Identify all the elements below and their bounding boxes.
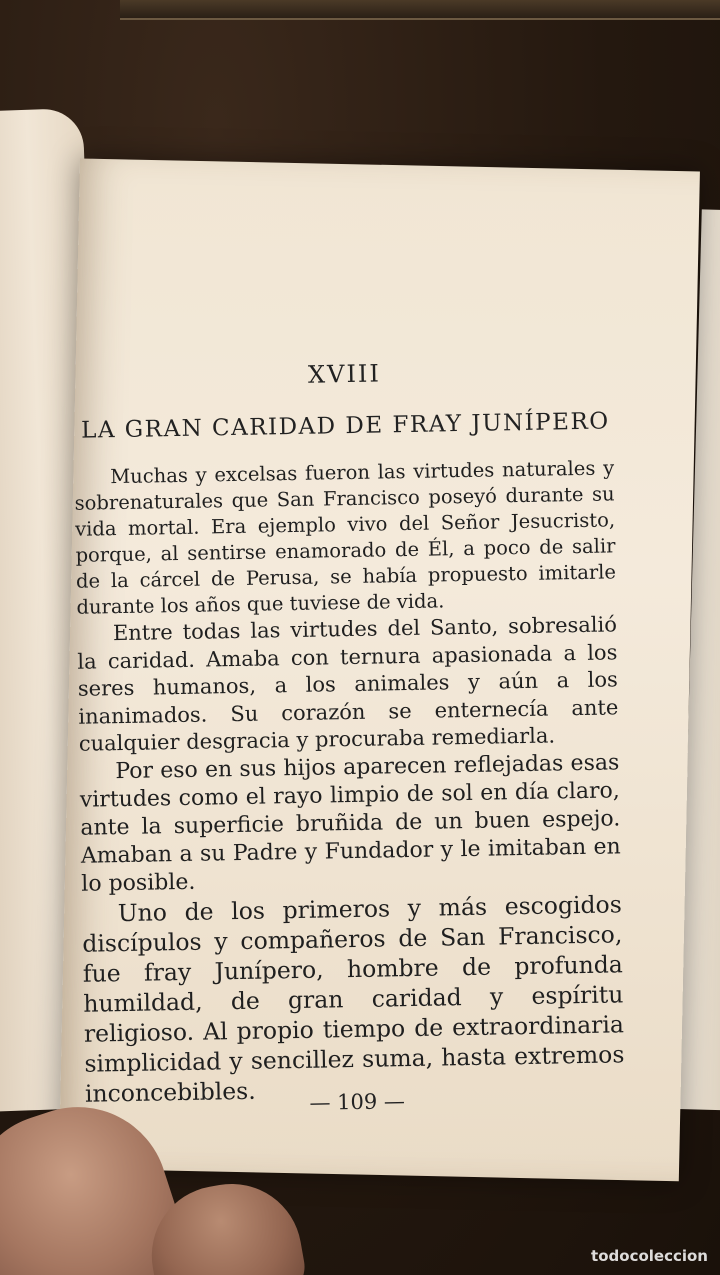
page-content [61,159,699,1180]
chapter-title: LA GRAN CARIDAD DE FRAY JUNÍPERO [80,408,610,444]
body-text [74,455,625,1108]
paragraph: Por eso en sus hijos aparecen reflejadas esas virtudes como el rayo limpio de sol en día claro, ante la superficie bruñida de un buen espejo. Amaban a su Padre y Fundador y le imitaban en lo posible. [79,749,621,897]
paragraph: Entre todas las virtudes del Santo, sobresalió la caridad. Amaba con ternura apasionada a los seres humanos, a los animales y aún a los inanimados. Su corazón se enternecía ante cualquier desgracia y procuraba remediarla. [77,612,619,756]
watermark: todocoleccion [591,1247,708,1265]
page-number: — 109 — [309,1089,406,1115]
paragraph: Uno de los primeros y más escogidos discípulos y compañeros de San Francisco, fue fray Junípero, hombre de profunda humildad, de gran caridad y espíritu religioso. Al propio tiempo de extraordinaria simplicidad y sencillez suma, hasta extremos inconcebibles. [82,889,625,1108]
paragraph: Muchas y excelsas fueron las virtudes naturales y sobrenaturales que San Francisco poseyó durante su vida mortal. Era ejemplo vivo del Señor Jesucristo, porque, al sentirse enamorado de Él, a poco de salir de la cárcel de Perusa, se había propuesto imitarle durante los años que tuviese de vida. [74,456,617,619]
book-page [59,159,700,1182]
background-book-top [120,0,720,20]
chapter-number: XVIII [307,359,382,389]
